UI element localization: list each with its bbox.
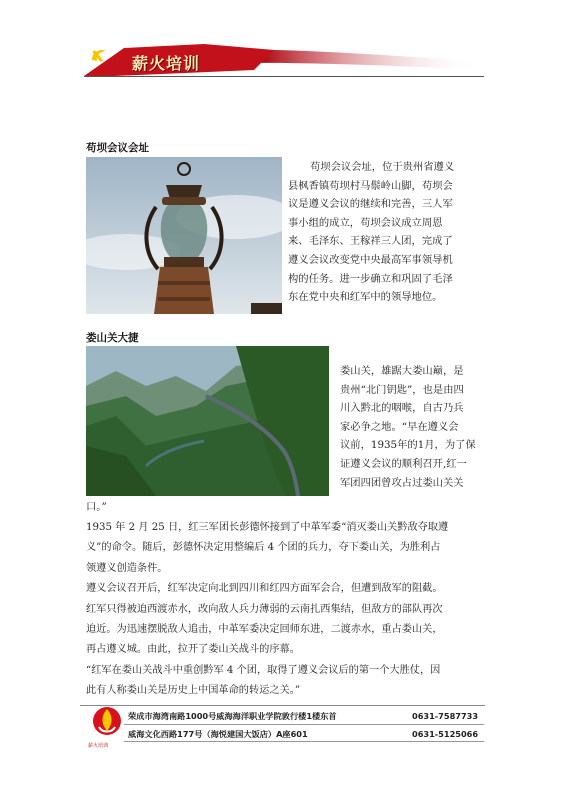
section2-body-line: 义”的命令。随后，彭德怀决定用整编后 4 个团的兵力，夺下娄山关，为胜利占	[86, 542, 441, 554]
section2-body	[86, 518, 486, 702]
logo-caption: 薪火培训	[88, 743, 109, 749]
section2-body-line: 此有人称娄山关是历史上中国革命的转运之关。”	[86, 685, 301, 697]
header-title: 薪火培训	[132, 54, 201, 73]
section2-side-line: 议前，1935年的1月，为了保	[340, 439, 476, 452]
header-divider	[84, 76, 484, 77]
section2-body-line: 遵义会议召开后，红军决定向北到四川和红四方面军会合，但遭到敌军的阻截。	[86, 583, 443, 595]
oil-lantern-photo	[86, 157, 282, 314]
section2-title: 娄山关大捷	[86, 332, 139, 344]
section2-side-line: 证遵义会议的顺利召开,红一	[340, 457, 467, 470]
section2-tail-line: 口。”	[86, 501, 107, 513]
footer-divider	[80, 705, 485, 706]
section1-line: 苟坝会议会址，位于贵州省遵义	[310, 161, 455, 173]
section2-body-line: 红军只得被迫西渡赤水，改向敌人兵力薄弱的云南扎西集结，但敌方的部队再次	[86, 603, 443, 615]
section1-line: 东在党中央和红军中的领导地位。	[288, 291, 443, 304]
flame-logo	[90, 705, 124, 745]
footer-address-2: 威海文化西路177号（海悦建国大饭店）A座601	[128, 729, 308, 739]
footer-phone-1: 0631-7587733	[412, 711, 479, 721]
section1-line: 议是遵义会议的继续和完善，三人军	[288, 198, 453, 211]
mountain-valley-photo	[86, 346, 329, 496]
section2-side-line: 军团四团曾攻占过娄山关关	[340, 476, 464, 489]
section1-line: 县枫香镇苟坝村马鬃岭山脚，苟坝会	[288, 179, 453, 192]
footer-phone-2: 0631-5125066	[412, 729, 479, 739]
footer-divider-mid	[124, 724, 484, 725]
footer-address-1: 荣成市海湾南路1000号威海海洋职业学院敦行楼1楼东首	[128, 711, 337, 721]
section1-title: 苟坝会议会址	[86, 142, 149, 154]
section2-side-line: 川入黔北的咽喉，自古乃兵	[340, 402, 464, 415]
section2-side-line: 贵州“北门钥匙”，也是由四	[340, 383, 464, 396]
section1-line: 遵义会议改变党中央最高军事领导机	[288, 253, 453, 266]
section1-paragraph	[288, 158, 488, 307]
section2-body-line: 领遵义创造条件。	[86, 562, 168, 574]
section1-line: 事小组的成立，苟坝会议成立周恩	[288, 216, 443, 229]
footer-divider-bottom	[124, 741, 484, 742]
section2-body-line: 1935 年 2 月 25 日，红三军团长彭德怀接到了中革军委“消灭娄山关黔敌夺取遵	[86, 522, 449, 533]
section2-body-line: “红军在娄山关战斗中重创黔军 4 个团，取得了遵义会议后的第一个大胜仗，因	[86, 664, 441, 676]
section2-side-line: 家必争之地。“早在遵义会	[340, 420, 459, 433]
section1-line: 来、毛泽东、王稼祥三人团，完成了	[288, 235, 453, 248]
section2-body-line: 迫近。为迅速摆脱敌人追击，中革军委决定回师东进，二渡赤水，重占娄山关，	[86, 624, 443, 636]
hammer-sickle-icon	[92, 50, 106, 62]
section2-side-paragraph	[340, 362, 490, 492]
section2-body-line: 再占遵义城。由此，拉开了娄山关战斗的序幕。	[86, 644, 300, 656]
section2-side-line: 娄山关，雄踞大娄山巅，是	[340, 365, 464, 377]
section1-line: 构的任务。进一步确立和巩固了毛泽	[288, 272, 453, 285]
